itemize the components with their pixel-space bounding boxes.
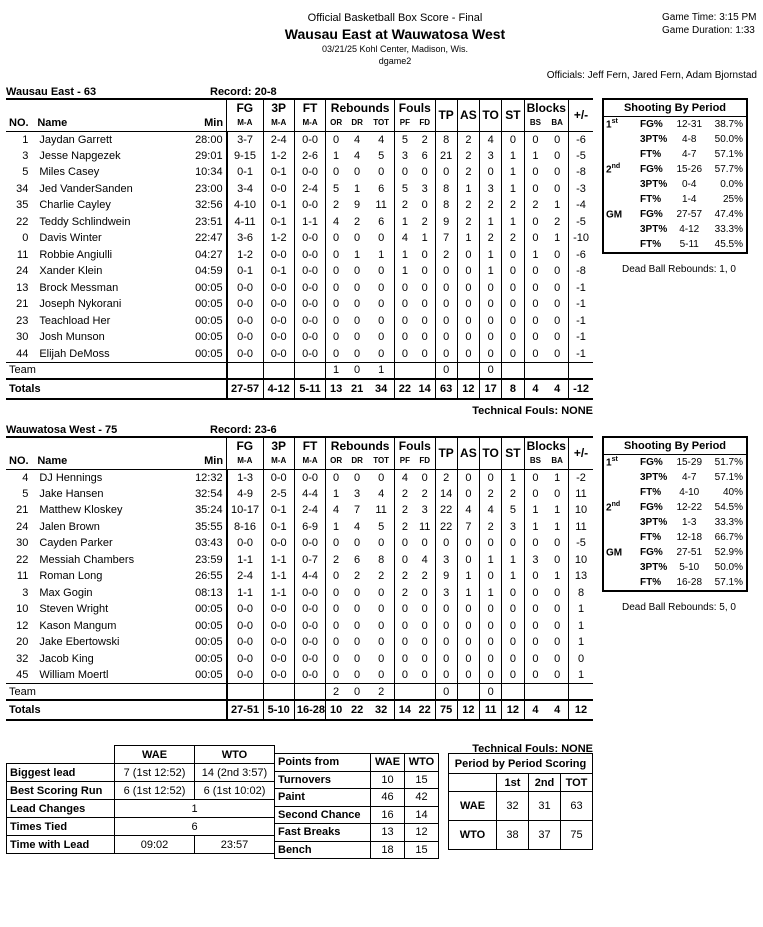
lead-col-wae: WAE: [115, 746, 195, 764]
player-name: Max Gogin: [34, 585, 186, 602]
player-number: 44: [6, 346, 34, 363]
column-subheader-row: NO. Name Min M-A M-A M-A OR DR TOT PF FD BS BA: [6, 115, 593, 131]
shooting-row: 3PT% 5-10 50.0%: [640, 562, 743, 573]
shooting-row: FT% 12-18 66.7%: [640, 532, 743, 543]
player-name: DJ Hennings: [34, 469, 186, 486]
player-row: 32 Jacob King 00:05 0-0 0-0 0-0 0 0 0 0 0 0 0 0 0 0 0 0: [6, 651, 593, 668]
team-heading: Wausau East - 63: [6, 86, 97, 98]
player-name: Matthew Kloskey: [34, 502, 186, 519]
technical-fouls: Technical Fouls: NONE: [472, 743, 593, 755]
col-to: TO: [480, 99, 502, 131]
player-name: Charlie Cayley: [34, 197, 186, 214]
player-row: 4 DJ Hennings 12:32 1-3 0-0 0-0 0 0 0 4 0 2 0 0 1 0 1 -2: [6, 469, 593, 486]
column-header-row: [6, 437, 593, 453]
period-row-wto: WTO 38 37 75: [449, 821, 593, 850]
player-number: 21: [6, 296, 34, 313]
points-from-table: Points from WAE WTO Turnovers 10 15 Paint 46 42 Second Chance 16 14 Fast Breaks 13 12 Bench 18 15: [274, 753, 439, 859]
col-ft: FT: [294, 437, 325, 453]
player-row: 45 William Moertl 00:05 0-0 0-0 0-0 0 0 0 0 0 0 0 0 0 0 0 1: [6, 667, 593, 684]
player-row: 5 Jake Hansen 32:54 4-9 2-5 4-4 1 3 4 2 2 14 0 2 2 0 0 11: [6, 486, 593, 503]
player-row: 22 Messiah Chambers 23:59 1-1 1-1 0-7 2 6 8 0 4 3 0 1 1 3 0 10: [6, 552, 593, 569]
player-name: Jalen Brown: [34, 519, 186, 536]
player-number: 35: [6, 197, 34, 214]
shooting-row: 3PT% 0-4 0.0%: [640, 179, 743, 190]
col-to: TO: [480, 437, 502, 469]
col-fouls: Fouls: [395, 437, 435, 453]
dead-ball-rebounds: Dead Ball Rebounds: 5, 0: [622, 602, 736, 613]
player-number: 5: [6, 164, 34, 181]
lead-col-wto: WTO: [195, 746, 275, 764]
player-row: 0 Davis Winter 22:47 3-6 1-2 0-0 0 0 0 4 1 7 1 2 2 0 1 -10: [6, 230, 593, 247]
player-row: 30 Josh Munson 00:05 0-0 0-0 0-0 0 0 0 0 0 0 0 0 0 0 0 -1: [6, 329, 593, 346]
col-blocks: Blocks: [524, 437, 569, 453]
team-record: Record: 23-6: [210, 424, 277, 436]
column-subheader-row: NO. Name Min M-A M-A M-A OR DR TOT PF FD BS BA: [6, 453, 593, 469]
player-name: Teddy Schlindwein: [34, 214, 186, 231]
date-venue: 03/21/25 Kohl Center, Madison, Wis.: [321, 44, 469, 54]
player-name: Cayden Parker: [34, 535, 186, 552]
shooting-row: GM FG% 27-51 52.9%: [606, 547, 743, 559]
player-row: 11 Robbie Angiulli 04:27 1-2 0-0 0-0 0 1 1 1 0 2 0 1 0 1 0 -6: [6, 247, 593, 264]
team-row: Team 1 0 1 0 0: [6, 362, 593, 379]
player-number: 22: [6, 552, 34, 569]
player-row: 3 Jesse Napgezek 29:01 9-15 1-2 2-6 1 4 5 3 6 21 2 3 1 1 0 -5: [6, 148, 593, 165]
player-row: 24 Jalen Brown 35:55 8-16 0-1 6-9 1 4 5 2 11 22 7 2 3 1 1 11: [6, 519, 593, 536]
col-as: AS: [457, 99, 479, 131]
shooting-row: 3PT% 4-7 57.1%: [640, 472, 743, 483]
player-name: Jed VanderSanden: [34, 181, 186, 198]
player-number: 11: [6, 568, 34, 585]
player-name: Kason Mangum: [34, 618, 186, 635]
col-tp: TP: [435, 437, 457, 469]
player-row: 1 Jaydan Garrett 28:00 3-7 2-4 0-0 0 4 4 5 2 8 2 4 0 0 0 -6: [6, 131, 593, 148]
player-number: 20: [6, 634, 34, 651]
player-number: 23: [6, 313, 34, 330]
shooting-row: 2nd FG% 12-22 54.5%: [606, 501, 743, 514]
player-name: Xander Klein: [34, 263, 186, 280]
col-plus-minus: +/-: [569, 99, 593, 131]
player-row: 23 Teachload Her 00:05 0-0 0-0 0-0 0 0 0 0 0 0 0 0 0 0 0 -1: [6, 313, 593, 330]
points-from-row: Turnovers 10 15: [275, 771, 439, 789]
player-number: 0: [6, 230, 34, 247]
col-plus-minus: +/-: [569, 437, 593, 469]
player-row: 35 Charlie Cayley 32:56 4-10 0-1 0-0 2 9 11 2 0 8 2 2 2 2 1 -4: [6, 197, 593, 214]
player-row: 34 Jed VanderSanden 23:00 3-4 0-0 2-4 5 1 6 5 3 8 1 3 1 0 0 -3: [6, 181, 593, 198]
technical-fouls: Technical Fouls: NONE: [472, 405, 593, 417]
points-from-row: Second Chance 16 14: [275, 806, 439, 824]
player-name: Jesse Napgezek: [34, 148, 186, 165]
player-number: 10: [6, 601, 34, 618]
player-name: Teachload Her: [34, 313, 186, 330]
shooting-row: FT% 4-10 40%: [640, 487, 743, 498]
player-name: Roman Long: [34, 568, 186, 585]
shooting-row: FT% 4-7 57.1%: [640, 149, 743, 160]
shooting-row: 3PT% 1-3 33.3%: [640, 517, 743, 528]
col-fg: FG: [227, 99, 263, 115]
col-ft: FT: [294, 99, 325, 115]
lead-changes-row: Lead Changes 1: [7, 800, 275, 818]
player-row: 30 Cayden Parker 03:43 0-0 0-0 0-0 0 0 0 0 0 0 0 0 0 0 0 -5: [6, 535, 593, 552]
col-3p: 3P: [263, 437, 294, 453]
col-3p: 3P: [263, 99, 294, 115]
shooting-row: FT% 16-28 57.1%: [640, 577, 743, 588]
shooting-row: 1st FG% 12-31 38.7%: [606, 118, 743, 131]
shooting-row: 3PT% 4-12 33.3%: [640, 224, 743, 235]
shooting-row: FT% 5-11 45.5%: [640, 239, 743, 250]
player-row: 13 Brock Messman 00:05 0-0 0-0 0-0 0 0 0 0 0 0 0 0 0 0 0 -1: [6, 280, 593, 297]
best-scoring-run-row: Best Scoring Run 6 (1st 12:52) 6 (1st 10:02): [7, 782, 275, 800]
player-number: 24: [6, 519, 34, 536]
col-fg: FG: [227, 437, 263, 453]
col-tp: TP: [435, 99, 457, 131]
game-id: dgame2: [378, 56, 412, 66]
shooting-by-period: [602, 436, 748, 592]
matchup-title: Wausau East at Wauwatosa West: [284, 26, 506, 42]
shooting-row: GM FG% 27-57 47.4%: [606, 209, 743, 221]
player-number: 32: [6, 651, 34, 668]
player-number: 45: [6, 667, 34, 684]
player-number: 11: [6, 247, 34, 264]
player-name: Robbie Angiulli: [34, 247, 186, 264]
player-row: 44 Elijah DeMoss 00:05 0-0 0-0 0-0 0 0 0 0 0 0 0 0 0 0 0 -1: [6, 346, 593, 363]
player-name: Miles Casey: [34, 164, 186, 181]
player-row: 21 Matthew Kloskey 35:24 10-17 0-1 2-4 4 7 11 2 3 22 4 4 5 1 1 10: [6, 502, 593, 519]
col-st: ST: [502, 99, 524, 131]
player-name: Davis Winter: [34, 230, 186, 247]
player-row: 22 Teddy Schlindwein 23:51 4-11 0-1 1-1 4 2 6 1 2 9 2 1 1 0 2 -5: [6, 214, 593, 231]
player-name: Jake Ebertowski: [34, 634, 186, 651]
col-st: ST: [502, 437, 524, 469]
shooting-row: 3PT% 4-8 50.0%: [640, 134, 743, 145]
shooting-row: FT% 1-4 25%: [640, 194, 743, 205]
player-number: 3: [6, 585, 34, 602]
player-name: Jake Hansen: [34, 486, 186, 503]
box-score-header: [0, 0, 763, 95]
times-tied-row: Times Tied 6: [7, 818, 275, 836]
team-heading: Wauwatosa West - 75: [6, 424, 118, 436]
game-duration: Game Duration: 1:33: [662, 25, 755, 36]
player-name: Steven Wright: [34, 601, 186, 618]
player-number: 30: [6, 329, 34, 346]
player-name: Jacob King: [34, 651, 186, 668]
period-row-wae: WAE 32 31 63: [449, 792, 593, 821]
player-number: 5: [6, 486, 34, 503]
points-from-row: Bench 18 15: [275, 841, 439, 859]
team-row: Team 2 0 2 0 0: [6, 684, 593, 701]
column-header-row: [6, 99, 593, 115]
player-number: 1: [6, 131, 34, 148]
col-blocks: Blocks: [524, 99, 569, 115]
player-row: 11 Roman Long 26:55 2-4 1-1 4-4 0 2 2 2 2 9 1 0 1 0 1 13: [6, 568, 593, 585]
shooting-by-period-title: Shooting By Period: [604, 438, 746, 455]
points-from-row: Paint 46 42: [275, 789, 439, 807]
player-name: Jaydan Garrett: [34, 131, 186, 148]
shooting-row: 1st FG% 15-29 51.7%: [606, 456, 743, 469]
player-number: 12: [6, 618, 34, 635]
shooting-row: 2nd FG% 15-26 57.7%: [606, 163, 743, 176]
player-number: 22: [6, 214, 34, 231]
player-row: 20 Jake Ebertowski 00:05 0-0 0-0 0-0 0 0 0 0 0 0 0 0 0 0 0 1: [6, 634, 593, 651]
player-row: 3 Max Gogin 08:13 1-1 1-1 0-0 0 0 0 2 0 3 1 1 0 0 0 8: [6, 585, 593, 602]
totals-row: Totals 27-51 5-10 16-28 10 22 32 14 22 75 12 11 12 4 4 12: [6, 700, 593, 720]
document-title: Official Basketball Box Score - Final: [307, 12, 483, 24]
box-score-table: [6, 436, 593, 721]
col-rebounds: Rebounds: [326, 99, 395, 115]
team-record: Record: 20-8: [210, 86, 277, 98]
totals-row: Totals 27-57 4-12 5-11 13 21 34 22 14 63 12 17 8 4 4 -12: [6, 379, 593, 399]
period-scoring-table: Period by Period Scoring 1st 2nd TOT WAE 32 31 63 WTO 38 37 75: [448, 753, 593, 850]
col-fouls: Fouls: [395, 99, 435, 115]
game-time: Game Time: 3:15 PM: [662, 12, 757, 23]
dead-ball-rebounds: Dead Ball Rebounds: 1, 0: [622, 264, 736, 275]
shooting-by-period-title: Shooting By Period: [604, 100, 746, 117]
officials: Officials: Jeff Fern, Jared Fern, Adam Bjornstad: [546, 70, 757, 81]
time-with-lead-row: Time with Lead 09:02 23:57: [7, 836, 275, 854]
player-row: 5 Miles Casey 10:34 0-1 0-1 0-0 0 0 0 0 0 0 2 0 1 0 0 -8: [6, 164, 593, 181]
player-number: 13: [6, 280, 34, 297]
player-name: William Moertl: [34, 667, 186, 684]
box-score-table: [6, 98, 593, 400]
player-name: Elijah DeMoss: [34, 346, 186, 363]
player-row: 21 Joseph Nykorani 00:05 0-0 0-0 0-0 0 0 0 0 0 0 0 0 0 0 0 -1: [6, 296, 593, 313]
player-name: Josh Munson: [34, 329, 186, 346]
player-row: 10 Steven Wright 00:05 0-0 0-0 0-0 0 0 0 0 0 0 0 0 0 0 0 1: [6, 601, 593, 618]
shooting-by-period: [602, 98, 748, 254]
player-number: 24: [6, 263, 34, 280]
player-name: Joseph Nykorani: [34, 296, 186, 313]
player-name: Messiah Chambers: [34, 552, 186, 569]
points-from-title: Points from: [275, 754, 371, 772]
player-number: 4: [6, 469, 34, 486]
player-number: 34: [6, 181, 34, 198]
player-number: 21: [6, 502, 34, 519]
player-row: 12 Kason Mangum 00:05 0-0 0-0 0-0 0 0 0 0 0 0 0 0 0 0 0 1: [6, 618, 593, 635]
col-as: AS: [457, 437, 479, 469]
period-scoring-title: Period by Period Scoring: [449, 754, 593, 774]
col-rebounds: Rebounds: [326, 437, 395, 453]
biggest-lead-row: Biggest lead 7 (1st 12:52) 14 (2nd 3:57): [7, 764, 275, 782]
points-from-row: Fast Breaks 13 12: [275, 824, 439, 842]
player-name: Brock Messman: [34, 280, 186, 297]
player-number: 30: [6, 535, 34, 552]
player-row: 24 Xander Klein 04:59 0-1 0-1 0-0 0 0 0 1 0 0 0 1 0 0 0 -8: [6, 263, 593, 280]
player-number: 3: [6, 148, 34, 165]
lead-summary-table: [6, 745, 275, 854]
